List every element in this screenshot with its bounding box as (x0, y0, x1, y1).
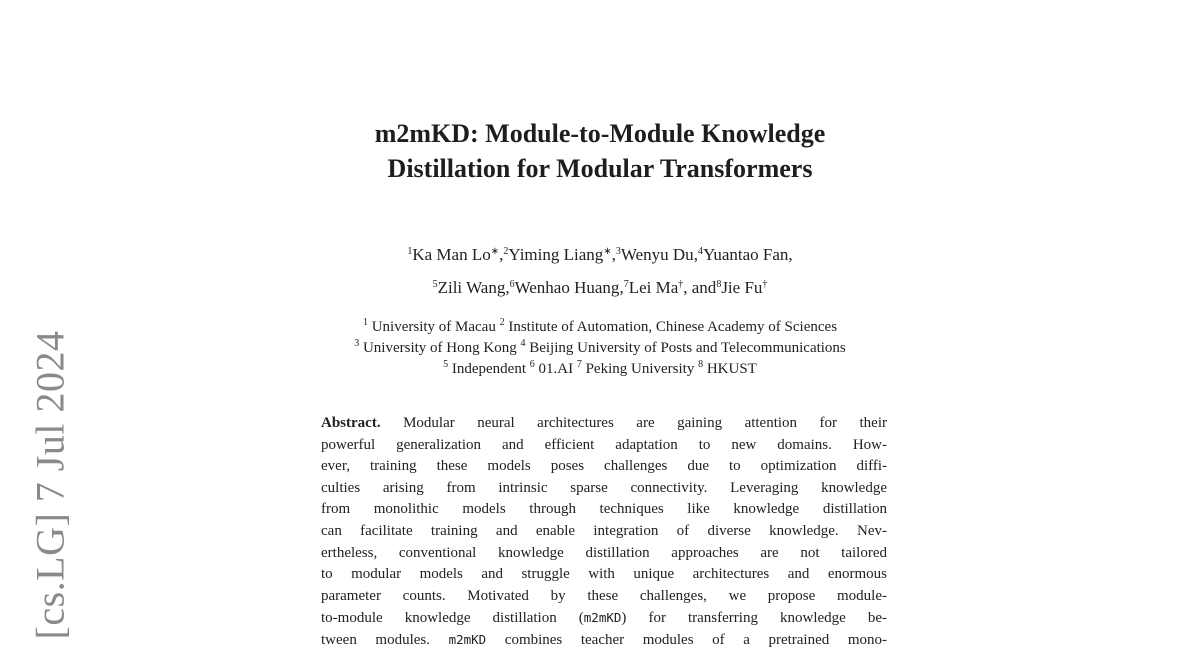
author-index: 6 (509, 279, 515, 290)
abstract-line: ever, training these models poses challenges due to optimization diffi- (321, 458, 887, 475)
abstract-line: to modular models and struggle with unique architectures and enormous (321, 566, 887, 583)
abstract-line (321, 629, 887, 651)
title-line-1: m2mKD: Module-to-Module Knowledge (374, 119, 826, 148)
affiliation-name: 01.AI (538, 361, 574, 377)
abstract-text: tween modules. (321, 631, 449, 648)
author-index: 4 (697, 246, 703, 257)
abstract-line (321, 607, 887, 629)
abstract (321, 413, 887, 651)
affiliation-name: Independent (451, 361, 527, 377)
author-name: Jie Fu (721, 278, 763, 297)
affiliation-index: 3 (354, 338, 360, 349)
author-mark: † (678, 279, 684, 290)
method-name-code: m2mKD (448, 631, 487, 647)
author-name: Wenhao Huang (514, 278, 620, 297)
abstract-text: combines teacher modules of a pretrained mono- (486, 631, 887, 648)
author-mark: † (762, 279, 768, 290)
affiliation-line-2 (0, 338, 1200, 359)
affiliation-list (0, 317, 1200, 380)
abstract-text: ) for transferring knowledge be- (621, 610, 887, 627)
author-index: 8 (716, 279, 722, 290)
author-name: Wenyu Du (620, 245, 694, 264)
affiliation-index: 6 (529, 359, 535, 370)
affiliation-line-3 (0, 359, 1200, 380)
abstract-line: can facilitate training and enable integration of diverse knowledge. Nev- (321, 522, 887, 539)
author-index: 2 (503, 246, 509, 257)
affiliation-name: University of Hong Kong (362, 340, 517, 356)
abstract-text: Modular neural architectures are gaining attention for their (403, 415, 887, 431)
abstract-line: parameter counts. Motivated by these challenges, we propose module- (321, 587, 887, 604)
abstract-line: ertheless, conventional knowledge distillation approaches are not tailored (321, 544, 887, 561)
abstract-line: culties arising from intrinsic sparse connectivity. Leveraging knowledge (321, 479, 887, 496)
author-and: and (691, 278, 717, 297)
author-name: Ka Man Lo (412, 245, 491, 264)
affiliation-index: 1 (362, 317, 368, 328)
author-name: Yuantao Fan (702, 245, 789, 264)
affiliation-index: 8 (698, 359, 704, 370)
author-name: Lei Ma (628, 278, 679, 297)
affiliation-name: Peking University (585, 361, 695, 377)
affiliation-line-1 (0, 317, 1200, 338)
author-line-2: $^5$Zili Wang,$^6$Wenhao Huang,$^7$Lei Ma†, and$^8$Jie Fu† (432, 278, 768, 297)
abstract-line: powerful generalization and efficient adaptation to new domains. How- (321, 436, 887, 453)
abstract-line (321, 413, 887, 435)
abstract-label: Abstract. (321, 415, 381, 431)
affiliation-index: 5 (443, 359, 449, 370)
author-mark: ∗ (603, 246, 612, 257)
title-line-2: Distillation for Modular Transformers (387, 154, 813, 183)
author-index: 3 (615, 246, 621, 257)
affiliation-index: 2 (499, 317, 505, 328)
author-mark: ∗ (490, 246, 500, 257)
affiliation-name: Beijing University of Posts and Telecommunications (529, 340, 846, 356)
author-list (0, 238, 1200, 304)
arxiv-stamp: [cs.LG] 7 Jul 2024 (27, 330, 73, 640)
affiliation-name: Institute of Automation, Chinese Academy of Sciences (508, 319, 838, 335)
method-name-code: m2mKD (583, 610, 622, 626)
author-index: 1 (407, 246, 413, 257)
author-index: 7 (623, 279, 629, 290)
author-line-1: $^1$Ka Man Lo∗,$^2$Yiming Liang∗,$^3$Wenyu Du,$^4$Yuantao Fan, (407, 245, 793, 264)
author-name: Yiming Liang (508, 245, 604, 264)
affiliation-name: HKUST (706, 361, 757, 377)
author-index: 5 (432, 279, 438, 290)
abstract-text: to-module knowledge distillation ( (321, 610, 584, 627)
abstract-line: from monolithic models through techniques like knowledge distillation (321, 501, 887, 518)
affiliation-name: University of Macau (371, 319, 496, 335)
affiliation-index: 7 (576, 359, 582, 370)
paper-title (0, 116, 1200, 186)
affiliation-index: 4 (520, 338, 526, 349)
author-name: Zili Wang (437, 278, 506, 297)
